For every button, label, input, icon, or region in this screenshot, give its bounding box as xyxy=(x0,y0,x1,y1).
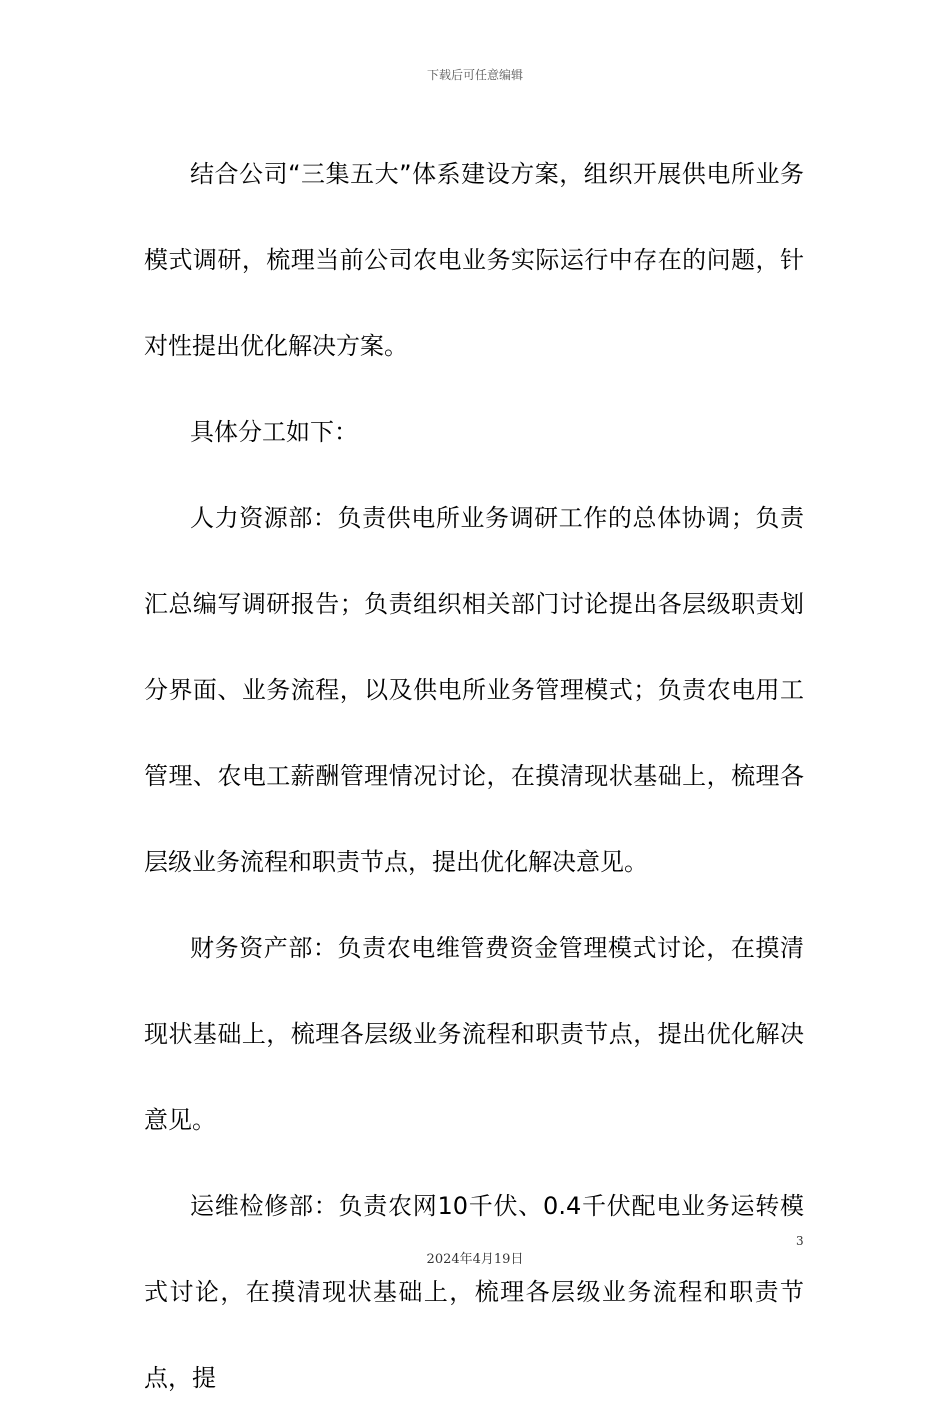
paragraph-finance-department: 财务资产部：负责农电维管费资金管理模式讨论，在摸清现状基础上，梳理各层级业务流程和职责节点，提出优化解决意见。 xyxy=(144,934,804,1134)
paragraph-intro: 结合公司“三集五大”体系建设方案，组织开展供电所业务模式调研，梳理当前公司农电业务实际运行中存在的问题，针对性提出优化解决方案。 xyxy=(144,160,804,360)
page-number: 3 xyxy=(796,1234,804,1248)
paragraph-hr-department: 人力资源部：负责供电所业务调研工作的总体协调；负责汇总编写调研报告；负责组织相关部门讨论提出各层级职责划分界面、业务流程，以及供电所业务管理模式；负责农电用工管理、农电工薪酬管理情况讨论，在摸清现状基础上，梳理各层级业务流程和职责节点，提出优化解决意见。 xyxy=(144,504,804,876)
paragraph-division-heading: 具体分工如下： xyxy=(190,418,358,446)
footer-date: 2024年4月19日 xyxy=(426,1252,524,1267)
header-note: 下载后可任意编辑 xyxy=(426,68,523,82)
paragraph-operations-department: 运维检修部：负责农网10千伏、0.4千伏配电业务运转模式讨论，在摸清现状基础上，梳理各层级业务流程和职责节点，提 xyxy=(144,1192,804,1392)
document-body xyxy=(144,131,804,1421)
